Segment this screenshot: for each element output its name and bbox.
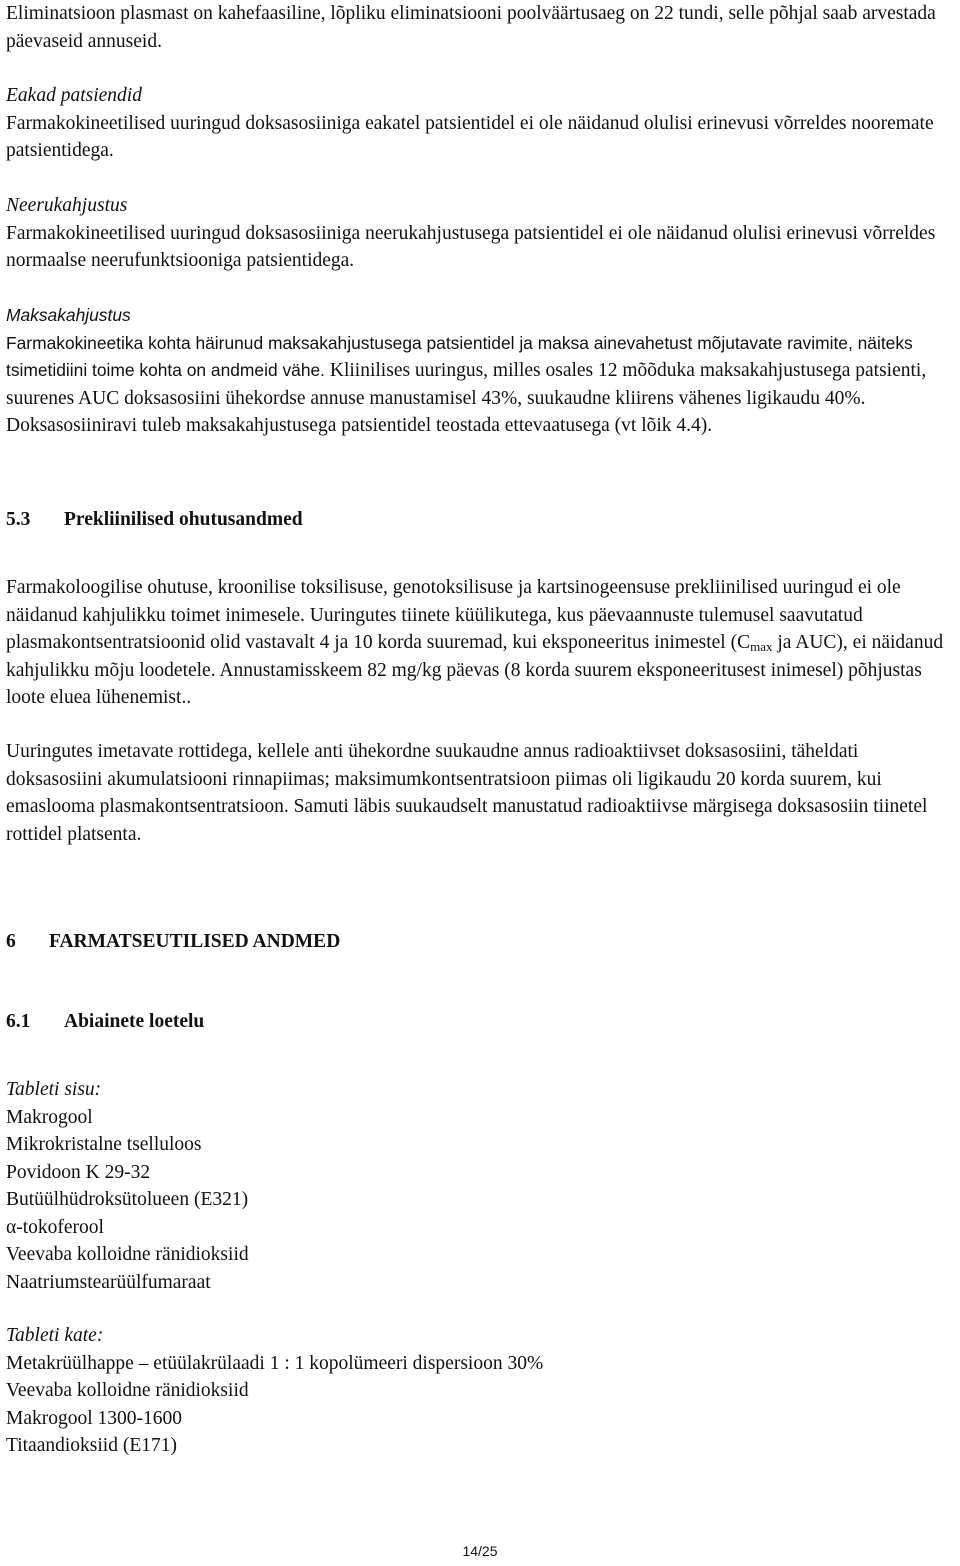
- list-item: Metakrüülhappe – etüülakrülaadi 1 : 1 kopolümeeri dispersioon 30%: [6, 1352, 544, 1374]
- section-6-heading: [6, 928, 340, 956]
- section-5-3-heading: [6, 506, 303, 534]
- list-item: Butüülhüdroksütolueen (E321): [6, 1189, 249, 1210]
- preclinical-p1-part-b: ja AUC), ei näidanud kahjulikku mõju loodetele. Annustamisskeem 82 mg/kg päevas (8 korda suurem eksponeeritusest inimesel) põhjustas loote eluea lühenemist..: [6, 632, 944, 708]
- tablet-coat-title: Tableti kate:: [6, 1325, 104, 1346]
- section-5-3-number: 5.3: [6, 509, 31, 530]
- tablet-coat-block: [6, 1322, 906, 1460]
- elderly-section: [6, 82, 941, 165]
- tablet-coat-list: [6, 1350, 906, 1460]
- tablet-core-title: Tableti sisu:: [6, 1079, 102, 1100]
- tablet-core-block: [6, 1076, 906, 1296]
- elderly-title: Eakad patsiendid: [6, 85, 142, 106]
- renal-title: Neerukahjustus: [6, 195, 128, 216]
- list-item: Veevaba kolloidne ränidioksiid: [6, 1244, 249, 1265]
- intro-paragraph: Eliminatsioon plasmast on kahefaasiline, lõpliku eliminatsiooni poolväärtusaeg on 22 tundi, selle põhjal saab arvestada päevaseid annuseid.: [6, 3, 936, 52]
- hepatic-text-sans: Farmakokineetika kohta häirunud maksakahjustusega patsientidel ja maksa ainevahetust mõjutavate ravimite, näiteks tsimetidiini toime kohta on andmeid vähe.: [6, 332, 913, 380]
- preclinical-p1-part-a: Farmakoloogilise ohutuse, kroonilise toksilisuse, genotoksilisuse ja kartsinogeensuse prekliinilised uuringud ei ole näidanud kahjulikku toimet inimesele. Uuringutes tiinete küülikutega, kus päevaannuste tulemusel saavutatud plasmakontsentratsioonid olid vastavalt 4 ja 10 korda suuremad, kui eksponeeritus inimestel (C: [6, 577, 901, 653]
- hepatic-title: Maksakahjustus: [6, 305, 131, 325]
- hepatic-text: [6, 330, 951, 440]
- section-6-1-heading: [6, 1008, 204, 1036]
- hepatic-section: [6, 302, 951, 440]
- list-item: Veevaba kolloidne ränidioksiid: [6, 1380, 249, 1401]
- list-item: α-tokoferool: [6, 1216, 104, 1238]
- list-item: Makrogool: [6, 1106, 93, 1128]
- page-number: 14/25: [462, 1543, 498, 1559]
- list-item: Makrogool 1300-1600: [6, 1407, 183, 1429]
- section-5-3-title: Prekliinilised ohutusandmed: [64, 509, 303, 530]
- section-6-number: 6: [6, 931, 16, 952]
- list-item: Mikrokristalne tselluloos: [6, 1134, 202, 1155]
- renal-section: [6, 192, 941, 275]
- preclinical-p1-subscript: max: [750, 639, 773, 654]
- elderly-text: Farmakokineetilised uuringud doksasosiiniga eakatel patsientidel ei ole näidanud olulisi erinevusi võrreldes nooremate patsientidega.: [6, 112, 934, 161]
- section-6-1-title: Abiainete loetelu: [64, 1011, 205, 1032]
- list-item: Povidoon K 29-32: [6, 1161, 151, 1183]
- preclinical-paragraph-2: Uuringutes imetavate rottidega, kellele anti ühekordne suukaudne annus radioaktiivset doksasosiini, täheldati doksasosiini akumulatsiooni rinnapiimas; maksimumkontsentratsioon piimas oli ligikaudu 20 korda suurem, kui emaslooma plasmakontsentratsioon. Samuti läbis suukaudselt manustatud radioaktiivse märgisega doksasosiin tiinetel rottidel platsenta.: [6, 741, 928, 845]
- hepatic-text-serif: Kliinilises uuringus, milles osales 12 mõõduka maksakahjustusega patsienti, suurenes AUC doksasosiini ühekordse annuse manustamisel 43%, suukaudne kliirens vähenes ligikaudu 40%. Doksasosiiniravi tuleb maksakahjustusega patsientidel teostada ettevaatusega (vt lõik 4.4).: [6, 360, 927, 436]
- list-item: Naatriumstearüülfumaraat: [6, 1271, 211, 1293]
- renal-text: Farmakokineetilised uuringud doksasosiiniga neerukahjustusega patsientidel ei ole näidanud olulisi erinevusi võrreldes normaalse neerufunktsiooniga patsientidega.: [6, 222, 936, 271]
- tablet-core-list: [6, 1104, 906, 1297]
- preclinical-paragraph-1: [6, 574, 946, 712]
- list-item: Titaandioksiid (E171): [6, 1435, 177, 1456]
- section-6-title: FARMATSEUTILISED ANDMED: [49, 931, 341, 952]
- section-6-1-number: 6.1: [6, 1011, 31, 1032]
